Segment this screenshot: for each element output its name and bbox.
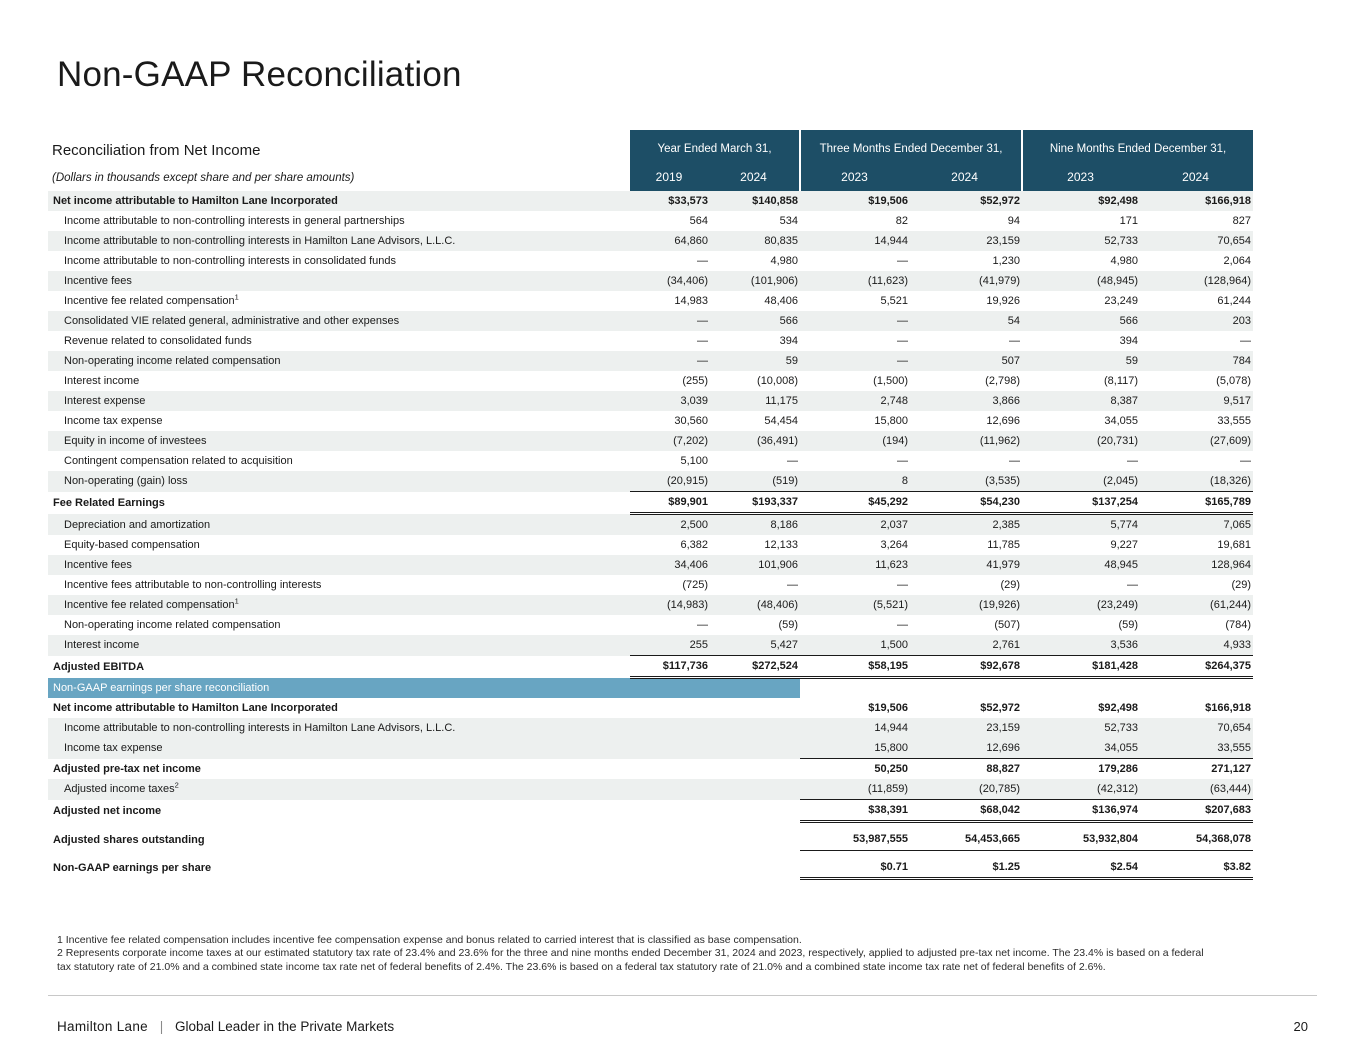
value-cell: (725) bbox=[682, 578, 708, 591]
value-cell: 34,406 bbox=[630, 555, 710, 575]
value-cell: 5,100 bbox=[680, 454, 708, 467]
table-row bbox=[48, 656, 1253, 678]
value-cell: 5,521 bbox=[880, 294, 909, 307]
year-column-header: 2023 bbox=[1022, 167, 1140, 191]
row-label: Contingent compensation related to acquisition bbox=[64, 454, 293, 467]
value-cell: — bbox=[800, 351, 910, 371]
table-row bbox=[48, 251, 1253, 271]
value-cell: $58,195 bbox=[800, 656, 910, 678]
value-cell: (41,979) bbox=[910, 271, 1022, 291]
value-cell: 507 bbox=[910, 351, 1022, 371]
value-cell: 14,944 bbox=[800, 718, 910, 738]
value-cell: 394 bbox=[1119, 334, 1139, 347]
value-cell: 534 bbox=[779, 214, 799, 227]
value-cell: 7,065 bbox=[1140, 514, 1253, 536]
footer-brand: Hamilton Lane bbox=[57, 1019, 148, 1034]
value-cell: (61,244) bbox=[1140, 595, 1253, 615]
value-cell: 50,250 bbox=[800, 759, 910, 780]
value-cell: 2,064 bbox=[1223, 254, 1252, 267]
value-cell: — bbox=[787, 578, 799, 591]
value-cell bbox=[710, 779, 800, 800]
table-row bbox=[48, 411, 1253, 431]
value-cell: 171 bbox=[1119, 214, 1139, 227]
table-title: Reconciliation from Net Income bbox=[52, 142, 261, 159]
value-cell: 19,681 bbox=[1217, 538, 1252, 551]
table-row bbox=[48, 698, 1253, 718]
value-cell: — bbox=[787, 454, 799, 467]
value-cell: 54,454 bbox=[764, 414, 799, 427]
value-cell: — bbox=[1240, 334, 1252, 347]
row-label: Incentive fee related compensation$^1$ bbox=[48, 595, 630, 615]
value-cell bbox=[630, 738, 710, 759]
value-cell: (20,915) bbox=[630, 471, 710, 492]
table-row bbox=[48, 718, 1253, 738]
value-cell: 2,748 bbox=[800, 391, 910, 411]
table-row bbox=[48, 635, 1253, 656]
value-cell: $166,918 bbox=[1140, 191, 1253, 211]
value-cell: 30,560 bbox=[674, 414, 708, 427]
value-cell: 3,536 bbox=[1022, 635, 1140, 656]
value-cell: 3,866 bbox=[910, 391, 1022, 411]
table-header bbox=[48, 130, 1253, 191]
value-cell: (519) bbox=[710, 471, 800, 492]
value-cell: 33,555 bbox=[1140, 738, 1253, 759]
footer-tagline: Global Leader in the Private Markets bbox=[175, 1019, 395, 1034]
value-cell: 82 bbox=[895, 214, 909, 227]
row-label: Non-GAAP earnings per share bbox=[53, 862, 212, 874]
value-cell: 566 bbox=[710, 311, 800, 331]
value-cell: 61,244 bbox=[1217, 294, 1252, 307]
row-label: Incentive fees bbox=[48, 555, 630, 575]
value-cell: 8 bbox=[800, 471, 910, 492]
value-cell: $92,498 bbox=[1022, 191, 1140, 211]
footer bbox=[57, 1019, 1308, 1034]
value-cell: — bbox=[897, 454, 909, 467]
value-cell: $19,506 bbox=[800, 191, 910, 211]
row-label: Income attributable to non-controlling interests in Hamilton Lane Advisors, L.L.C. bbox=[48, 718, 630, 738]
value-cell: 54,368,078 bbox=[1195, 833, 1252, 845]
value-cell: (20,785) bbox=[910, 779, 1022, 800]
value-cell: 2,761 bbox=[910, 635, 1022, 656]
footnote-reference: 1 bbox=[234, 595, 239, 605]
value-cell: 14,983 bbox=[674, 294, 708, 307]
row-label: Income attributable to non-controlling interests in consolidated funds bbox=[64, 254, 397, 267]
value-cell: $136,974 bbox=[1022, 800, 1140, 822]
value-cell: $68,042 bbox=[910, 800, 1022, 822]
year-column-header: 2024 bbox=[1140, 167, 1253, 191]
table-row bbox=[48, 800, 1253, 822]
value-cell: 394 bbox=[779, 334, 799, 347]
value-cell: (5,078) bbox=[1216, 374, 1252, 387]
value-cell: — bbox=[1127, 578, 1139, 591]
value-cell: 128,964 bbox=[1140, 555, 1253, 575]
table-row bbox=[48, 595, 1253, 615]
value-cell: 5,774 bbox=[1022, 514, 1140, 536]
value-cell: 11,785 bbox=[987, 538, 1021, 551]
value-cell: 64,860 bbox=[630, 231, 710, 251]
value-cell: 255 bbox=[630, 635, 710, 656]
value-cell: $1.25 bbox=[910, 850, 1022, 879]
value-cell: 1,500 bbox=[800, 635, 910, 656]
value-cell: 15,800 bbox=[800, 738, 910, 759]
table-row bbox=[48, 492, 1253, 514]
column-group-nine-months-ended: Nine Months Ended December 31, bbox=[1022, 130, 1253, 167]
value-cell: 59 bbox=[1022, 351, 1140, 371]
value-cell: $207,683 bbox=[1140, 800, 1253, 822]
footnote-1: 1 Incentive fee related compensation includes incentive fee compensation expense and bonus related to carried interest that is classified as base compensation. bbox=[57, 934, 802, 946]
row-label: Non-operating (gain) loss bbox=[48, 471, 630, 492]
value-cell: — bbox=[630, 351, 710, 371]
page-title: Non-GAAP Reconciliation bbox=[57, 55, 462, 94]
value-cell bbox=[710, 718, 800, 738]
value-cell: 12,133 bbox=[764, 538, 799, 551]
table-row bbox=[48, 451, 1253, 471]
row-label: Adjusted income taxes$^2$ bbox=[48, 779, 630, 800]
value-cell bbox=[710, 850, 800, 879]
row-label: Interest income bbox=[64, 374, 140, 387]
value-cell: $117,736 bbox=[630, 656, 710, 678]
table-row bbox=[48, 211, 1253, 231]
value-cell: 41,979 bbox=[910, 555, 1022, 575]
value-cell: $3.82 bbox=[1140, 850, 1253, 879]
value-cell: 203 bbox=[1140, 311, 1253, 331]
value-cell: 94 bbox=[1007, 214, 1021, 227]
value-cell: — bbox=[897, 618, 909, 631]
footer-left bbox=[57, 1019, 394, 1034]
value-cell: $165,789 bbox=[1140, 492, 1253, 514]
value-cell: (14,983) bbox=[630, 595, 710, 615]
value-cell: 9,227 bbox=[1110, 538, 1139, 551]
value-cell: $137,254 bbox=[1022, 492, 1140, 514]
value-cell: (255) bbox=[682, 374, 708, 387]
value-cell: (59) bbox=[1118, 618, 1139, 631]
value-cell: (29) bbox=[1231, 578, 1252, 591]
table-row bbox=[48, 514, 1253, 536]
value-cell: 8,387 bbox=[1022, 391, 1140, 411]
row-label: Income tax expense bbox=[64, 414, 163, 427]
section-divider-blank bbox=[800, 678, 1253, 699]
value-cell: — bbox=[897, 334, 909, 347]
value-cell: (7,202) bbox=[630, 431, 710, 451]
value-cell: 48,945 bbox=[1022, 555, 1140, 575]
value-cell: (2,045) bbox=[1022, 471, 1140, 492]
year-column-header: 2019 bbox=[630, 167, 710, 191]
value-cell bbox=[630, 822, 710, 851]
row-label: Incentive fees bbox=[48, 271, 630, 291]
value-cell: 101,906 bbox=[710, 555, 800, 575]
value-cell: $19,506 bbox=[868, 701, 909, 714]
value-cell: $140,858 bbox=[710, 191, 800, 211]
footnote-2: 2 Represents corporate income taxes at our estimated statutory tax rate of 23.4% and 23.6% for the three and nine months ended December 31, 2024 and 2023, respectively, applied to adjusted pre-tax net income. The 23.4% is based on a federal tax statutory rate of 21.0% and a combined state income tax rate net of federal benefits of 2.4%. The 23.6% is based on a federal tax statutory rate of 21.0% and a combined state income tax rate net of federal benefits of 2.6%. bbox=[57, 947, 1204, 973]
value-cell: 12,696 bbox=[910, 738, 1022, 759]
value-cell: 3,264 bbox=[880, 538, 909, 551]
year-column-header: 2024 bbox=[910, 167, 1022, 191]
value-cell: (11,623) bbox=[800, 271, 910, 291]
section-divider-row bbox=[48, 678, 1253, 699]
value-cell bbox=[630, 759, 710, 780]
value-cell bbox=[710, 698, 800, 718]
table-row bbox=[48, 351, 1253, 371]
value-cell: 80,835 bbox=[710, 231, 800, 251]
table-row bbox=[48, 615, 1253, 635]
table-row bbox=[48, 850, 1253, 879]
table-row bbox=[48, 371, 1253, 391]
value-cell: $181,428 bbox=[1022, 656, 1140, 678]
row-label: Revenue related to consolidated funds bbox=[64, 334, 252, 347]
table-row bbox=[48, 779, 1253, 800]
value-cell: 48,406 bbox=[764, 294, 799, 307]
year-column-header: 2023 bbox=[800, 167, 910, 191]
value-cell: (10,008) bbox=[757, 374, 799, 387]
value-cell bbox=[630, 850, 710, 879]
row-label: Adjusted pre-tax net income bbox=[53, 762, 201, 775]
row-label: Fee Related Earnings bbox=[53, 497, 165, 509]
row-label: Incentive fee related compensation$^1$ bbox=[64, 291, 239, 307]
value-cell: $54,230 bbox=[910, 492, 1022, 514]
value-cell: $92,498 bbox=[1098, 701, 1139, 714]
value-cell: (48,945) bbox=[1022, 271, 1140, 291]
value-cell: $89,901 bbox=[630, 492, 710, 514]
value-cell: 59 bbox=[710, 351, 800, 371]
value-cell: 54,453,665 bbox=[964, 833, 1021, 845]
value-cell: — bbox=[1240, 454, 1252, 467]
value-cell: 271,127 bbox=[1140, 759, 1253, 780]
value-cell: (784) bbox=[1225, 618, 1252, 631]
value-cell: (20,731) bbox=[1022, 431, 1140, 451]
value-cell: 23,159 bbox=[910, 231, 1022, 251]
value-cell: $166,918 bbox=[1205, 701, 1252, 714]
value-cell: — bbox=[897, 578, 909, 591]
row-label: Adjusted EBITDA bbox=[53, 661, 145, 673]
row-label: Income attributable to non-controlling interests in Hamilton Lane Advisors, L.L.C. bbox=[48, 231, 630, 251]
value-cell: — bbox=[697, 334, 708, 347]
value-cell: (34,406) bbox=[630, 271, 710, 291]
value-cell: 88,827 bbox=[910, 759, 1022, 780]
value-cell bbox=[630, 779, 710, 800]
value-cell: 827 bbox=[1232, 214, 1252, 227]
value-cell: $92,678 bbox=[910, 656, 1022, 678]
value-cell bbox=[710, 800, 800, 822]
row-label: Income tax expense bbox=[48, 738, 630, 759]
value-cell: 70,654 bbox=[1140, 231, 1253, 251]
value-cell: 4,980 bbox=[1110, 254, 1139, 267]
value-cell: $0.71 bbox=[800, 850, 910, 879]
table-row bbox=[48, 759, 1253, 780]
value-cell: (1,500) bbox=[873, 374, 909, 387]
value-cell: 2,037 bbox=[800, 514, 910, 536]
row-label: Net income attributable to Hamilton Lane Incorporated bbox=[53, 701, 338, 714]
footer-divider bbox=[48, 995, 1317, 996]
value-cell: — bbox=[697, 618, 708, 631]
value-cell: 4,933 bbox=[1140, 635, 1253, 656]
value-cell: $33,573 bbox=[630, 191, 710, 211]
value-cell: — bbox=[630, 311, 710, 331]
table-row bbox=[48, 191, 1253, 211]
row-label: Adjusted shares outstanding bbox=[53, 833, 205, 846]
table-row bbox=[48, 271, 1253, 291]
value-cell: 179,286 bbox=[1022, 759, 1140, 780]
value-cell: 70,654 bbox=[1140, 718, 1253, 738]
value-cell bbox=[630, 718, 710, 738]
value-cell: (101,906) bbox=[710, 271, 800, 291]
table-row bbox=[48, 331, 1253, 351]
value-cell: 5,427 bbox=[710, 635, 800, 656]
table-row bbox=[48, 291, 1253, 311]
row-label: Non-operating income related compensation bbox=[48, 351, 630, 371]
value-cell: (29) bbox=[1000, 578, 1021, 591]
value-cell: (59) bbox=[778, 618, 799, 631]
reconciliation-table-body bbox=[48, 191, 1253, 879]
table-subtitle: (Dollars in thousands except share and per share amounts) bbox=[52, 172, 355, 184]
table-row bbox=[48, 231, 1253, 251]
value-cell: — bbox=[897, 254, 909, 267]
value-cell: (8,117) bbox=[1103, 374, 1139, 387]
value-cell: 11,623 bbox=[800, 555, 910, 575]
value-cell: 2,385 bbox=[910, 514, 1022, 536]
value-cell: (48,406) bbox=[710, 595, 800, 615]
table-row bbox=[48, 575, 1253, 595]
column-group-three-months-ended: Three Months Ended December 31, bbox=[800, 130, 1022, 167]
value-cell: 8,186 bbox=[710, 514, 800, 536]
value-cell: 53,932,804 bbox=[1082, 833, 1139, 845]
row-label: Interest income bbox=[48, 635, 630, 656]
value-cell: — bbox=[1009, 334, 1021, 347]
table-row bbox=[48, 555, 1253, 575]
row-label: Adjusted net income bbox=[53, 805, 162, 817]
table-row bbox=[48, 431, 1253, 451]
table-row bbox=[48, 471, 1253, 492]
footer-separator: | bbox=[159, 1019, 164, 1034]
row-label: Depreciation and amortization bbox=[48, 514, 630, 536]
value-cell: 34,055 bbox=[1022, 738, 1140, 759]
footnotes bbox=[57, 934, 1207, 974]
value-cell: (42,312) bbox=[1022, 779, 1140, 800]
value-cell: (19,926) bbox=[910, 595, 1022, 615]
row-label: Income attributable to non-controlling interests in general partnerships bbox=[64, 214, 405, 227]
page-number: 20 bbox=[1293, 1019, 1308, 1034]
footnote-reference: 2 bbox=[174, 780, 179, 790]
value-cell: (36,491) bbox=[710, 431, 800, 451]
table-row bbox=[48, 311, 1253, 331]
value-cell: 564 bbox=[689, 214, 708, 227]
value-cell: $2.54 bbox=[1022, 850, 1140, 879]
value-cell bbox=[710, 738, 800, 759]
value-cell: $193,337 bbox=[710, 492, 800, 514]
value-cell: 14,944 bbox=[800, 231, 910, 251]
value-cell: — bbox=[1009, 454, 1021, 467]
value-cell: (63,444) bbox=[1140, 779, 1253, 800]
value-cell bbox=[630, 698, 710, 718]
value-cell: 19,926 bbox=[986, 294, 1021, 307]
value-cell: — bbox=[1127, 454, 1139, 467]
value-cell: 6,382 bbox=[680, 538, 708, 551]
value-cell: 52,733 bbox=[1022, 231, 1140, 251]
value-cell: (507) bbox=[994, 618, 1021, 631]
value-cell: — bbox=[800, 311, 910, 331]
value-cell: 11,175 bbox=[710, 391, 800, 411]
table-row bbox=[48, 391, 1253, 411]
value-cell: 34,055 bbox=[1104, 414, 1139, 427]
value-cell: $52,972 bbox=[980, 701, 1021, 714]
value-cell: (18,326) bbox=[1140, 471, 1253, 492]
value-cell: 23,159 bbox=[910, 718, 1022, 738]
section-divider-label: Non-GAAP earnings per share reconciliation bbox=[48, 678, 800, 699]
row-label: Equity-based compensation bbox=[64, 538, 200, 551]
table-row bbox=[48, 738, 1253, 759]
value-cell: 566 bbox=[1022, 311, 1140, 331]
table-left-header bbox=[48, 130, 630, 191]
value-cell: (2,798) bbox=[985, 374, 1021, 387]
row-label: Interest expense bbox=[48, 391, 630, 411]
value-cell: $38,391 bbox=[800, 800, 910, 822]
year-column-header: 2024 bbox=[710, 167, 800, 191]
table-row bbox=[48, 535, 1253, 555]
value-cell: 1,230 bbox=[992, 254, 1021, 267]
row-label: Incentive fees attributable to non-controlling interests bbox=[64, 578, 322, 591]
value-cell: 9,517 bbox=[1140, 391, 1253, 411]
value-cell: 52,733 bbox=[1022, 718, 1140, 738]
row-label: Net income attributable to Hamilton Lane Incorporated bbox=[48, 191, 630, 211]
value-cell: (128,964) bbox=[1140, 271, 1253, 291]
value-cell: (27,609) bbox=[1140, 431, 1253, 451]
reconciliation-table bbox=[48, 130, 1253, 880]
value-cell: 784 bbox=[1140, 351, 1253, 371]
value-cell: 23,249 bbox=[1104, 294, 1139, 307]
value-cell: $52,972 bbox=[910, 191, 1022, 211]
column-group-year-ended-march: Year Ended March 31, bbox=[630, 130, 800, 167]
value-cell: 53,987,555 bbox=[852, 833, 909, 845]
value-cell: $264,375 bbox=[1140, 656, 1253, 678]
value-cell: (5,521) bbox=[800, 595, 910, 615]
value-cell: 12,696 bbox=[986, 414, 1021, 427]
row-label: Non-operating income related compensation bbox=[64, 618, 281, 631]
value-cell: 33,555 bbox=[1217, 414, 1252, 427]
row-label: Consolidated VIE related general, administrative and other expenses bbox=[48, 311, 630, 331]
value-cell: 2,500 bbox=[630, 514, 710, 536]
value-cell: 4,980 bbox=[770, 254, 799, 267]
value-cell bbox=[630, 800, 710, 822]
value-cell: (194) bbox=[800, 431, 910, 451]
value-cell: (11,859) bbox=[800, 779, 910, 800]
value-cell: (3,535) bbox=[910, 471, 1022, 492]
value-cell: $272,524 bbox=[710, 656, 800, 678]
value-cell: (11,962) bbox=[910, 431, 1022, 451]
table-row bbox=[48, 822, 1253, 851]
value-cell: 3,039 bbox=[630, 391, 710, 411]
value-cell bbox=[710, 822, 800, 851]
value-cell bbox=[710, 759, 800, 780]
footnote-reference: 1 bbox=[234, 291, 239, 301]
value-cell: $45,292 bbox=[800, 492, 910, 514]
value-cell: — bbox=[697, 254, 708, 267]
row-label: Equity in income of investees bbox=[48, 431, 630, 451]
value-cell: 54 bbox=[910, 311, 1022, 331]
value-cell: (23,249) bbox=[1022, 595, 1140, 615]
value-cell: 15,800 bbox=[874, 414, 909, 427]
